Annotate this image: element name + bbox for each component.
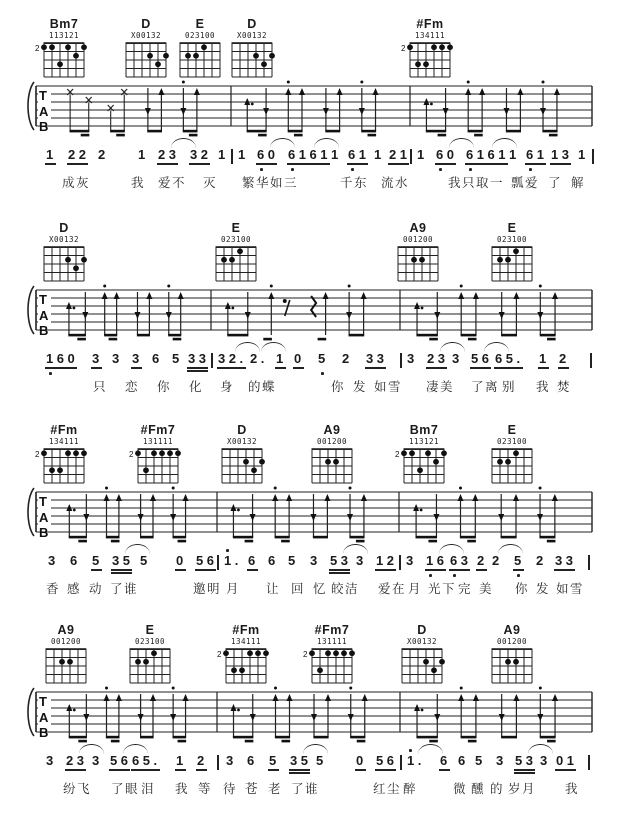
- lyric-word: 瓢爱: [511, 176, 540, 190]
- chord-diagram-A9: [303, 424, 361, 493]
- jianpu-note: 23: [427, 352, 448, 366]
- jianpu-note: 33: [188, 352, 209, 366]
- lyric-word: 恋: [125, 380, 140, 394]
- lyric-line: [0, 782, 624, 800]
- chord-name: A9: [503, 623, 521, 637]
- system-1: [0, 18, 624, 218]
- jianpu-note: 1: [46, 148, 57, 162]
- jianpu-note: 23: [66, 754, 87, 768]
- lyric-word: 爱不: [158, 176, 187, 190]
- jianpu-note: 6: [440, 754, 451, 768]
- lyric-word: 动: [89, 582, 104, 596]
- jianpu-note: 3: [496, 753, 507, 768]
- jianpu-note: 65.: [495, 352, 524, 366]
- lyric-word: 感: [67, 582, 82, 596]
- chord-name: D: [141, 17, 151, 31]
- chord-name: E: [507, 423, 517, 437]
- jianpu-note: 3: [48, 553, 59, 568]
- jianpu-note: 35: [290, 754, 311, 768]
- jianpu-note: 53: [515, 754, 536, 768]
- jianpu-note: 1: [238, 147, 249, 162]
- chord-name: D: [247, 17, 257, 31]
- jianpu-note: 16: [426, 554, 447, 568]
- chord-fingering: 001200: [496, 637, 528, 646]
- jianpu-note: 56: [196, 554, 217, 568]
- chord-name: D: [237, 423, 247, 437]
- jianpu-note: 53: [330, 554, 351, 568]
- jianpu-note: 3: [92, 352, 103, 366]
- jianpu-note: 0: [294, 352, 305, 366]
- chord-name: A9: [409, 221, 427, 235]
- svg-text:2: 2: [401, 44, 406, 53]
- jianpu-note: 2: [559, 352, 570, 366]
- jianpu-note: 1: [276, 352, 287, 366]
- chord-name: Bm7: [49, 17, 79, 31]
- chord-name: E: [507, 221, 517, 235]
- lyric-word: 让: [266, 582, 281, 596]
- chord-name: D: [417, 623, 427, 637]
- number-barline: [400, 353, 402, 368]
- jianpu-note: 3: [452, 351, 463, 366]
- lyric-word: 身: [220, 380, 235, 394]
- chord-fingering: X00132: [406, 637, 438, 646]
- lyric-word: 你: [515, 582, 530, 596]
- jianpu-note: 1: [218, 147, 229, 162]
- jianpu-note: 3: [112, 351, 123, 366]
- chord-diagram-E: [483, 424, 541, 493]
- lyric-word: 灭: [203, 176, 218, 190]
- jianpu-note: 60: [436, 148, 457, 162]
- lyric-word: 等: [198, 782, 213, 796]
- lyric-word: 发: [536, 582, 551, 596]
- jianpu-note: 5: [269, 754, 280, 768]
- jianpu-note: 2: [477, 554, 488, 568]
- chord-grid-icon: [303, 446, 361, 488]
- chord-diagram-sFm7: [303, 624, 361, 693]
- lyric-word: 皎洁: [331, 582, 360, 596]
- chord-diagram-E: [171, 18, 229, 87]
- lyric-word: 我: [565, 782, 580, 796]
- jianpu-note: 6: [247, 753, 258, 768]
- lyric-word: 发: [353, 380, 368, 394]
- jianpu-note: 56: [110, 754, 131, 768]
- chord-fingering: 023100: [496, 437, 528, 446]
- lyric-word: 光下: [428, 582, 457, 596]
- svg-text:A: A: [39, 710, 49, 725]
- jianpu-note: 32.: [218, 352, 247, 366]
- jianpu-note: 160: [46, 352, 78, 366]
- svg-text:B: B: [39, 725, 49, 740]
- jianpu-note: 3: [92, 753, 103, 768]
- lyric-word: 邀明: [193, 582, 222, 596]
- chord-fingering: 023100: [184, 31, 216, 40]
- chord-name: #Fm: [232, 623, 260, 637]
- lyric-word: 千东: [340, 176, 369, 190]
- chord-fingering: X00132: [226, 437, 258, 446]
- number-barline: [217, 555, 219, 570]
- lyric-word: 别: [502, 380, 517, 394]
- chord-diagram-A9: [37, 624, 95, 693]
- system-3: [0, 424, 624, 624]
- number-barline: [588, 555, 590, 570]
- chord-fingering: 131111: [142, 437, 174, 446]
- jianpu-note: 3: [407, 351, 418, 366]
- jianpu-note: 1: [509, 147, 520, 162]
- jianpu-note: 32: [190, 148, 211, 162]
- chord-grid-icon: [395, 446, 453, 488]
- jianpu-note: 6: [248, 554, 259, 568]
- lyric-line: [0, 176, 624, 194]
- number-barline: [592, 149, 594, 164]
- lyric-word: 醺: [471, 782, 486, 796]
- chord-grid-icon: [483, 646, 541, 688]
- svg-text:B: B: [39, 525, 49, 540]
- chord-grid-icon: [483, 446, 541, 488]
- lyric-word: 了离: [471, 380, 500, 394]
- jianpu-note: 1: [417, 147, 428, 162]
- chord-diagram-D: [35, 222, 93, 291]
- lyric-word: 岁月: [508, 782, 537, 796]
- lyric-word: 苍: [245, 782, 260, 796]
- lyric-line: [0, 582, 624, 600]
- svg-text:2: 2: [35, 44, 40, 53]
- number-barline: [588, 755, 590, 770]
- jianpu-note: 1: [138, 147, 149, 162]
- jianpu-note: 3: [540, 753, 551, 768]
- jianpu-note: 22: [68, 148, 89, 162]
- lyric-word: 美: [479, 582, 494, 596]
- chord-diagram-E: [483, 222, 541, 291]
- chord-fingering: 001200: [402, 235, 434, 244]
- number-barline: [399, 555, 401, 570]
- svg-text:2: 2: [129, 450, 134, 459]
- chord-fingering: 023100: [496, 235, 528, 244]
- lyric-word: 我只取一: [448, 176, 505, 190]
- chord-fingering: 023100: [220, 235, 252, 244]
- chord-diagram-A9: [483, 624, 541, 693]
- lyric-word: 成灰: [62, 176, 91, 190]
- chord-name: E: [195, 17, 205, 31]
- jianpu-note: 5: [92, 554, 103, 568]
- lyric-word: 微: [453, 782, 468, 796]
- lyric-word: 你: [157, 380, 172, 394]
- svg-text:A: A: [39, 104, 49, 119]
- jianpu-note: 5: [140, 553, 151, 568]
- number-barline: [231, 149, 233, 164]
- chord-grid-icon: [223, 40, 281, 82]
- lyric-word: 泪: [141, 782, 156, 796]
- svg-text:2: 2: [303, 650, 308, 659]
- svg-text:2: 2: [395, 450, 400, 459]
- chord-fingering: 131111: [316, 637, 348, 646]
- lyric-word: 了谁: [110, 582, 139, 596]
- svg-text:A: A: [39, 510, 49, 525]
- lyric-word: 了谁: [291, 782, 320, 796]
- jianpu-note: 23: [158, 148, 179, 162]
- system-2: [0, 222, 624, 422]
- jianpu-note: 61: [526, 148, 547, 162]
- svg-text:T: T: [39, 494, 47, 509]
- lyric-word: 了: [548, 176, 563, 190]
- chord-grid-icon: [35, 446, 93, 488]
- chord-name: Bm7: [409, 423, 439, 437]
- chord-fingering: 001200: [50, 637, 82, 646]
- lyric-word: 月: [226, 582, 241, 596]
- chord-grid-icon: [129, 446, 187, 488]
- jianpu-note: 1: [176, 754, 187, 768]
- jianpu-note: 12: [376, 554, 397, 568]
- jianpu-note: 2: [98, 147, 109, 162]
- chord-grid-icon: [483, 244, 541, 286]
- system-4: [0, 624, 624, 824]
- chord-diagram-D: [393, 624, 451, 693]
- lyric-word: 繁华如三: [242, 176, 299, 190]
- jianpu-note: 3: [226, 753, 237, 768]
- chord-grid-icon: [217, 646, 275, 688]
- lyric-word: 香: [46, 582, 61, 596]
- jianpu-note: 0: [356, 754, 367, 768]
- jianpu-note: 5: [288, 553, 299, 568]
- chord-grid-icon: [393, 646, 451, 688]
- chord-fingering: 134111: [230, 637, 262, 646]
- chord-name: E: [231, 221, 241, 235]
- chord-name: #Fm7: [314, 623, 350, 637]
- jianpu-note: 13: [551, 148, 572, 162]
- lyric-word: 解: [571, 176, 586, 190]
- jianpu-note: 65.: [132, 754, 161, 768]
- chord-diagram-Bm7: [35, 18, 93, 87]
- chord-name: E: [145, 623, 155, 637]
- jianpu-note: 1: [374, 147, 385, 162]
- chord-fingering: 113121: [48, 31, 80, 40]
- jianpu-note: 5: [316, 753, 327, 768]
- chord-diagram-D: [213, 424, 271, 493]
- lyric-word: 如雪: [556, 582, 585, 596]
- lyric-word: 完: [458, 582, 473, 596]
- jianpu-note: 56: [376, 754, 397, 768]
- jianpu-note: 6: [152, 351, 163, 366]
- chord-name: D: [59, 221, 69, 235]
- chord-name: #Fm: [50, 423, 78, 437]
- jianpu-note: 33: [366, 352, 387, 366]
- chord-fingering: 134111: [414, 31, 446, 40]
- lyric-word: 只: [93, 380, 108, 394]
- jianpu-note: 5: [172, 351, 183, 366]
- tab-staff: [0, 686, 624, 748]
- chord-name: #Fm: [416, 17, 444, 31]
- chord-diagram-sFm: [217, 624, 275, 693]
- jianpu-note: 2: [197, 754, 208, 768]
- chord-name: A9: [57, 623, 75, 637]
- jianpu-note: 6161: [466, 148, 509, 162]
- jianpu-note: 3: [356, 553, 367, 568]
- lyric-word: 我: [131, 176, 146, 190]
- chord-name: #Fm7: [140, 423, 176, 437]
- number-barline: [590, 353, 592, 368]
- chord-grid-icon: [35, 244, 93, 286]
- jianpu-note: 6: [70, 553, 81, 568]
- lyric-word: 爱在: [378, 582, 407, 596]
- jianpu-note: 0: [176, 554, 187, 568]
- lyric-word: 老: [268, 782, 283, 796]
- svg-text:B: B: [39, 323, 49, 338]
- lyric-word: 待: [223, 782, 238, 796]
- lyric-word: 了眼: [111, 782, 140, 796]
- chord-grid-icon: [171, 40, 229, 82]
- lyric-word: 焚: [557, 380, 572, 394]
- jianpu-note: 60: [257, 148, 278, 162]
- number-barline: [410, 149, 412, 164]
- chord-grid-icon: [401, 40, 459, 82]
- chord-fingering: X00132: [48, 235, 80, 244]
- lyric-word: 回: [291, 582, 306, 596]
- jianpu-note: 35: [112, 554, 133, 568]
- lyric-word: 你: [331, 380, 346, 394]
- svg-text:B: B: [39, 119, 49, 134]
- tab-staff: [0, 486, 624, 548]
- chord-grid-icon: [35, 40, 93, 82]
- jianpu-note: 33: [555, 554, 576, 568]
- jianpu-note: 1: [578, 147, 589, 162]
- chord-fingering: 023100: [134, 637, 166, 646]
- lyric-word: 如雪: [374, 380, 403, 394]
- lyric-word: 醉: [403, 782, 418, 796]
- jianpu-note: 3: [406, 553, 417, 568]
- jianpu-note: 3: [46, 753, 57, 768]
- chord-diagram-sFm: [35, 424, 93, 493]
- jianpu-note: 01: [556, 754, 577, 768]
- jianpu-note: 6: [268, 553, 279, 568]
- svg-text:T: T: [39, 88, 47, 103]
- number-notation-line: [0, 148, 624, 168]
- chord-grid-icon: [213, 446, 271, 488]
- lyric-word: 化: [189, 380, 204, 394]
- number-barline: [211, 353, 213, 368]
- lyric-word: 凄美: [426, 380, 455, 394]
- svg-text:A: A: [39, 308, 49, 323]
- svg-text:T: T: [39, 694, 47, 709]
- jianpu-note: 2: [342, 351, 353, 366]
- jianpu-note: 3: [310, 553, 321, 568]
- svg-text:T: T: [39, 292, 47, 307]
- tab-staff: [0, 284, 624, 346]
- lyric-word: 月: [408, 582, 423, 596]
- svg-text:2: 2: [35, 450, 40, 459]
- lyric-word: 忆: [313, 582, 328, 596]
- chord-diagram-A9: [389, 222, 447, 291]
- jianpu-note: 2: [492, 554, 503, 568]
- chord-diagram-sFm7: [129, 424, 187, 493]
- jianpu-note: 5: [475, 753, 486, 768]
- number-notation-line: [0, 554, 624, 574]
- lyric-word: 流水: [381, 176, 410, 190]
- chord-grid-icon: [303, 646, 361, 688]
- lyric-word: 红尘: [373, 782, 402, 796]
- chord-grid-icon: [37, 646, 95, 688]
- lyric-line: [0, 380, 624, 398]
- chord-grid-icon: [121, 646, 179, 688]
- chord-grid-icon: [117, 40, 175, 82]
- chord-diagram-E: [121, 624, 179, 693]
- jianpu-note: 6161: [288, 148, 331, 162]
- chord-diagram-Bm7: [395, 424, 453, 493]
- jianpu-note: 56: [471, 352, 492, 366]
- lyric-word: 纷飞: [63, 782, 92, 796]
- jianpu-note: 61: [348, 148, 369, 162]
- jianpu-note: 21: [389, 148, 410, 162]
- jianpu-note: 6: [458, 753, 469, 768]
- jianpu-note: 1: [331, 147, 342, 162]
- lyric-word: 的: [490, 782, 505, 796]
- chord-name: A9: [323, 423, 341, 437]
- chord-grid-icon: [207, 244, 265, 286]
- jianpu-note: 1.: [224, 554, 242, 568]
- jianpu-note: 63: [450, 554, 471, 568]
- tab-staff: [0, 80, 624, 142]
- jianpu-note: 1: [539, 352, 550, 366]
- number-barline: [400, 755, 402, 770]
- jianpu-note: 3: [132, 352, 143, 366]
- chord-grid-icon: [389, 244, 447, 286]
- svg-text:2: 2: [217, 650, 222, 659]
- chord-diagram-D: [117, 18, 175, 87]
- lyric-word: 的蝶: [248, 380, 277, 394]
- jianpu-note: 5: [514, 554, 525, 568]
- chord-diagram-D: [223, 18, 281, 87]
- jianpu-note: 2: [536, 553, 547, 568]
- jianpu-note: 2.: [250, 352, 268, 366]
- chord-fingering: 113121: [408, 437, 440, 446]
- jianpu-note: 1.: [407, 754, 425, 768]
- chord-fingering: X00132: [236, 31, 268, 40]
- chord-fingering: X00132: [130, 31, 162, 40]
- chord-diagram-E: [207, 222, 265, 291]
- chord-fingering: 001200: [316, 437, 348, 446]
- lyric-word: 我: [536, 380, 551, 394]
- lyric-word: 我: [175, 782, 190, 796]
- chord-diagram-sFm: [401, 18, 459, 87]
- number-notation-line: [0, 352, 624, 372]
- number-barline: [217, 755, 219, 770]
- jianpu-note: 5: [318, 352, 329, 366]
- chord-fingering: 134111: [48, 437, 80, 446]
- number-notation-line: [0, 754, 624, 774]
